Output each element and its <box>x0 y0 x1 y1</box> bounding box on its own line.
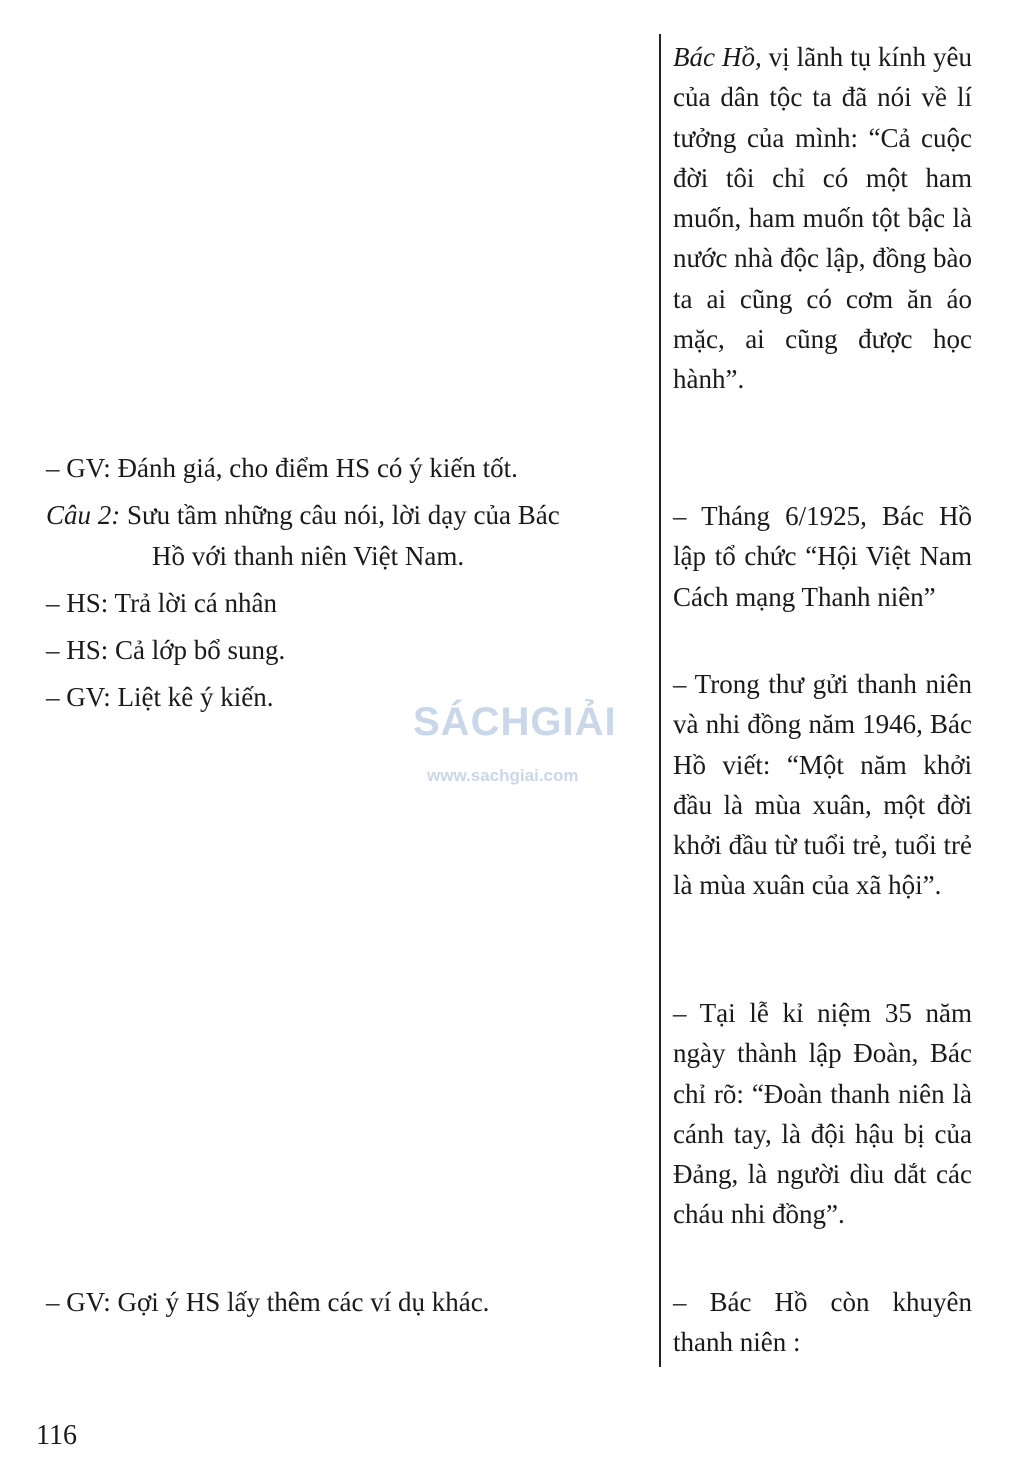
question-2-text: Sưu tầm những câu nói, lời dạy của Bác <box>120 500 560 530</box>
question-2-line <box>46 495 560 535</box>
question-2-continuation: Hồ với thanh niên Việt Nam. <box>152 541 465 571</box>
emphasis-bac-ho: Bác Hồ, <box>673 42 762 72</box>
gv-suggest-line: – GV: Gợi ý HS lấy thêm các ví dụ khác. <box>46 1287 490 1317</box>
watermark-url: www.sachgiai.com <box>427 766 579 785</box>
right-block-35-anniversary <box>673 993 972 1235</box>
hs-supplement-line: – HS: Cả lớp bổ sung. <box>46 635 286 665</box>
paragraph-1946-letter: – Trong thư gửi thanh niên và nhi đồng năm 1946, Bác Hồ viết: “Một năm khởi đầu là mùa xuân, một đời khởi đầu từ tuổi trẻ, tuổi trẻ là mùa xuân của xã hội”. <box>673 669 972 901</box>
question-2-label: Câu 2: <box>46 500 121 530</box>
paragraph-35-anniversary: – Tại lễ kỉ niệm 35 năm ngày thành lập Đoàn, Bác chỉ rõ: “Đoàn thanh niên là cánh tay, là đội hậu bị của Đảng, là người dìu dắt các cháu nhi đồng”. <box>673 998 972 1230</box>
paragraph-1925: – Tháng 6/1925, Bác Hồ lập tổ chức “Hội Việt Nam Cách mạng Thanh niên” <box>673 501 972 612</box>
quote-ideal-text: vị lãnh tụ kính yêu của dân tộc ta đã nói về lí tưởng của mình: “Cả cuộc đời tôi chỉ có một ham muốn, ham muốn tột bậc là nước nhà độc lập, đồng bào ta ai cũng có cơm ăn áo mặc, ai cũng được học hành”. <box>673 42 972 395</box>
gv-list-line: – GV: Liệt kê ý kiến. <box>46 682 274 712</box>
watermark-logo <box>405 688 625 788</box>
right-block-advice <box>673 1282 972 1363</box>
right-block-uncle-ho-ideal <box>673 37 972 400</box>
watermark-brand: SÁCHGIẢI <box>413 700 617 744</box>
hs-answer-line: – HS: Trả lời cá nhân <box>46 588 278 618</box>
gv-evaluate-line: – GV: Đánh giá, cho điểm HS có ý kiến tốt. <box>46 453 518 483</box>
right-block-1946-letter <box>673 664 972 906</box>
page-number: 116 <box>36 1420 77 1451</box>
paragraph-advice: – Bác Hồ còn khuyên thanh niên : <box>673 1287 972 1358</box>
column-divider <box>659 34 661 1367</box>
right-block-1925 <box>673 496 972 617</box>
